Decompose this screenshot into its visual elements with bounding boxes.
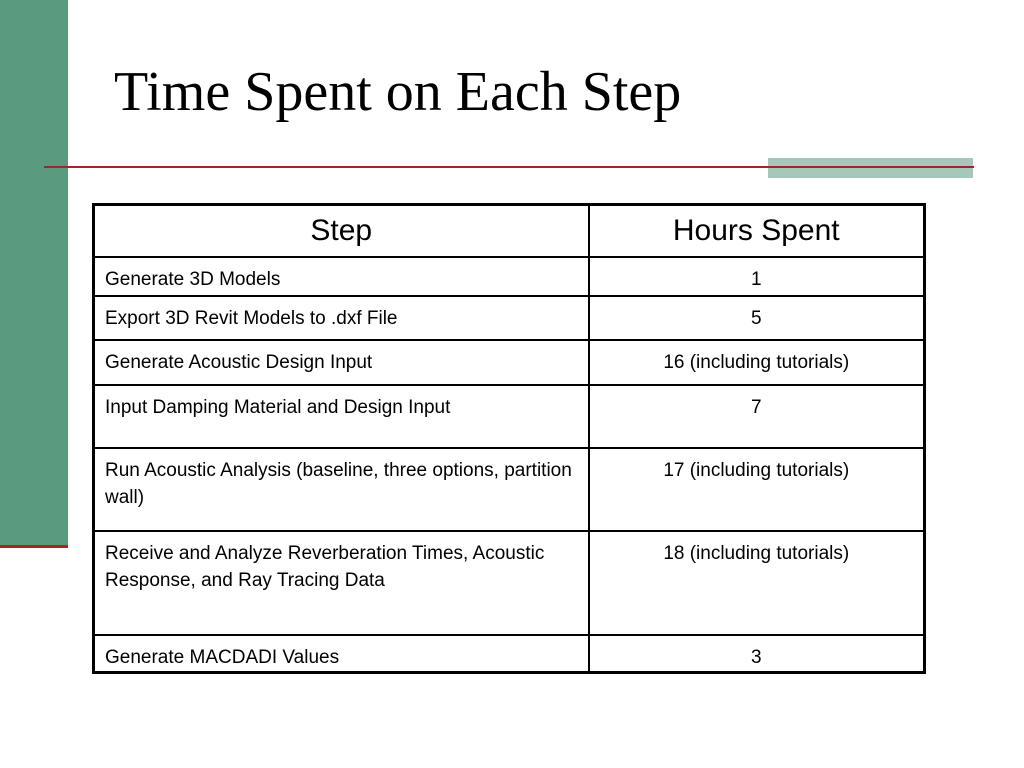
table-row xyxy=(94,635,925,673)
hours-cell: 17 (including tutorials) xyxy=(589,448,925,531)
step-cell: Generate Acoustic Design Input xyxy=(94,340,589,385)
hours-cell: 3 xyxy=(589,635,925,673)
title-accent-block xyxy=(768,158,973,178)
slide-title: Time Spent on Each Step xyxy=(114,61,682,123)
header-step: Step xyxy=(94,205,589,258)
left-accent-bar xyxy=(0,0,68,545)
step-cell: Run Acoustic Analysis (baseline, three options, partition wall) xyxy=(94,448,589,531)
hours-cell: 16 (including tutorials) xyxy=(589,340,925,385)
table-row xyxy=(94,531,925,635)
table-row xyxy=(94,448,925,531)
table-row xyxy=(94,385,925,448)
table-row xyxy=(94,257,925,296)
step-cell: Generate MACDADI Values xyxy=(94,635,589,673)
step-cell: Generate 3D Models xyxy=(94,257,589,296)
hours-table xyxy=(92,203,926,674)
step-cell: Receive and Analyze Reverberation Times, Acoustic Response, and Ray Tracing Data xyxy=(94,531,589,635)
table-row xyxy=(94,340,925,385)
hours-cell: 5 xyxy=(589,296,925,340)
left-accent-rule xyxy=(0,545,68,548)
header-hours-spent: Hours Spent xyxy=(589,205,925,258)
step-cell: Input Damping Material and Design Input xyxy=(94,385,589,448)
hours-cell: 7 xyxy=(589,385,925,448)
step-cell: Export 3D Revit Models to .dxf File xyxy=(94,296,589,340)
table-row xyxy=(94,296,925,340)
hours-cell: 1 xyxy=(589,257,925,296)
table-header-row xyxy=(94,205,925,258)
hours-cell: 18 (including tutorials) xyxy=(589,531,925,635)
